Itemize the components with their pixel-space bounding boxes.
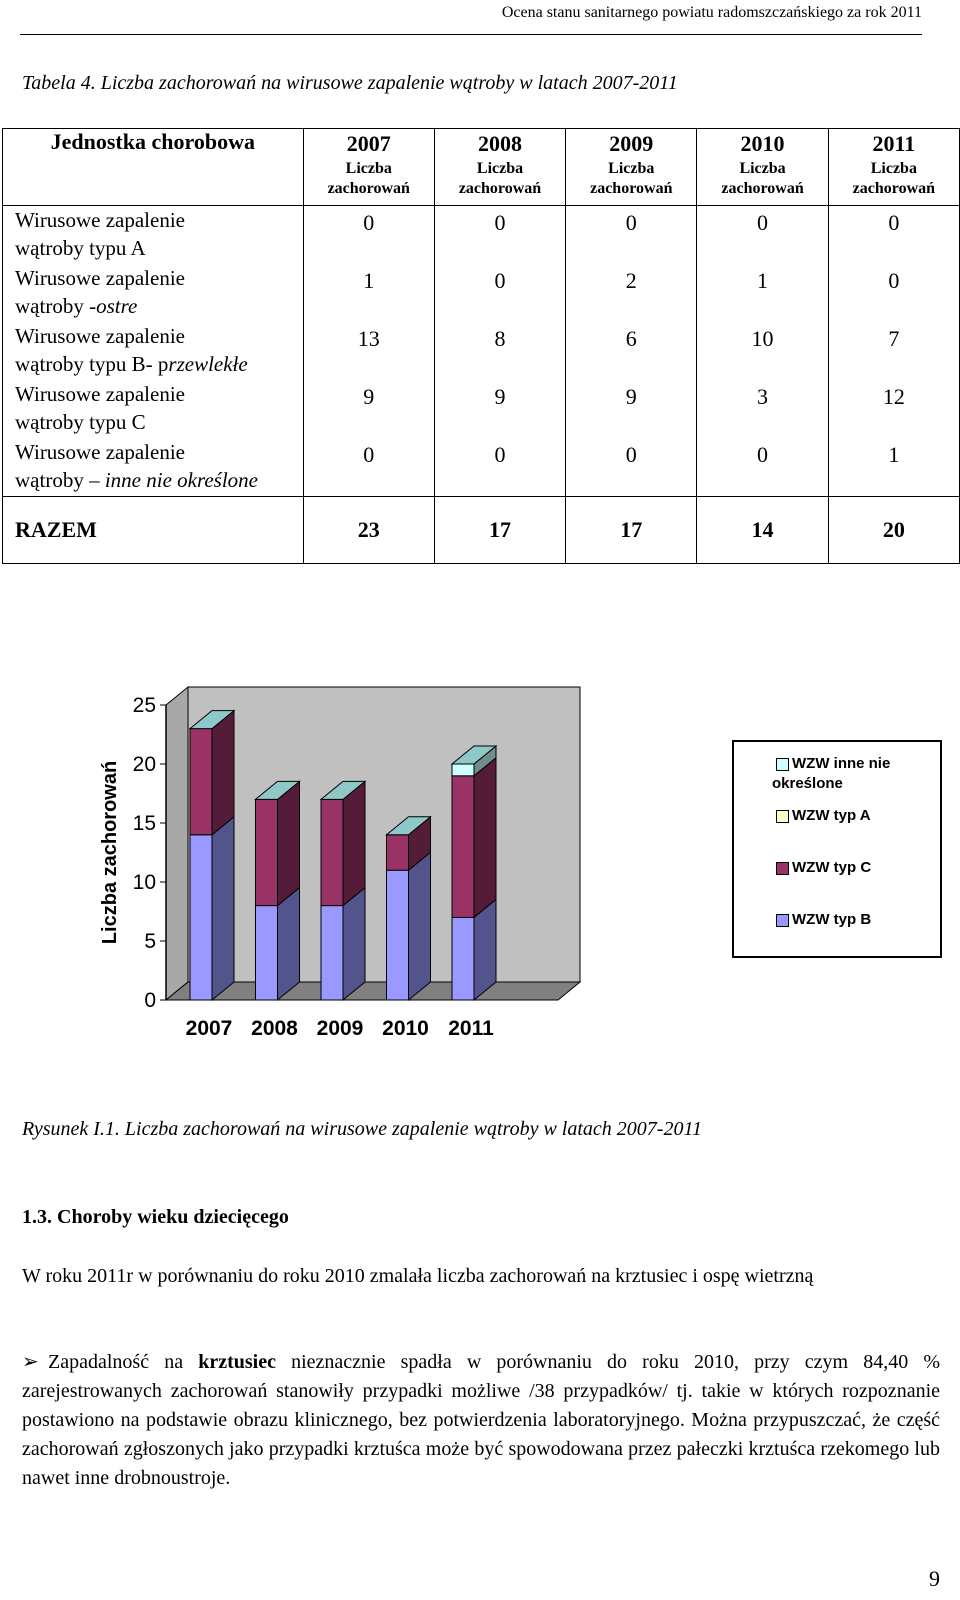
sub-header: Liczba zachorowań xyxy=(697,159,828,206)
disease-name: Wirusowe zapalenie wątroby -ostre xyxy=(3,264,304,322)
bullet-paragraph xyxy=(22,1348,940,1493)
bar-front xyxy=(452,764,474,776)
bar-side xyxy=(278,888,300,1000)
year-header: 2007 xyxy=(303,129,434,160)
disease-name: Wirusowe zapalenie wątroby – inne nie określone xyxy=(3,438,304,497)
running-header xyxy=(20,0,922,35)
figure-caption: Rysunek I.1. Liczba zachorowań na wirusowe zapalenie wątroby w latach 2007-2011 xyxy=(22,1118,702,1140)
bar-side xyxy=(474,758,496,918)
case-count: 7 xyxy=(828,322,959,380)
year-header: 2010 xyxy=(697,129,828,160)
x-tick-label: 2010 xyxy=(382,1017,429,1040)
bar-front xyxy=(452,776,474,918)
case-count: 13 xyxy=(303,322,434,380)
bar-side xyxy=(212,817,234,1000)
case-count: 9 xyxy=(434,380,565,438)
case-count: 0 xyxy=(434,438,565,497)
case-count: 0 xyxy=(697,206,828,265)
total-value: 17 xyxy=(434,497,565,564)
case-count: 3 xyxy=(697,380,828,438)
case-count: 9 xyxy=(303,380,434,438)
case-count: 1 xyxy=(828,438,959,497)
chart-back-wall xyxy=(188,687,580,982)
case-count: 0 xyxy=(828,264,959,322)
case-count: 0 xyxy=(828,206,959,265)
bar-front xyxy=(452,917,474,1000)
table-row xyxy=(3,206,960,265)
y-tick-label: 15 xyxy=(132,812,156,835)
case-count: 6 xyxy=(566,322,697,380)
case-count: 0 xyxy=(697,438,828,497)
legend-label: WZW typ A xyxy=(792,807,871,824)
y-tick-label: 10 xyxy=(132,871,156,894)
legend-swatch xyxy=(776,862,789,875)
y-tick-label: 20 xyxy=(132,753,156,776)
case-count: 1 xyxy=(303,264,434,322)
bullet-text-pre: Zapadalność na xyxy=(48,1351,199,1373)
x-tick-label: 2011 xyxy=(448,1017,494,1040)
y-tick-label: 5 xyxy=(144,930,156,953)
table-row xyxy=(3,438,960,497)
case-count: 0 xyxy=(303,438,434,497)
bar-front xyxy=(256,906,278,1000)
x-tick-label: 2009 xyxy=(316,1017,364,1040)
bar-side xyxy=(343,888,365,1000)
legend-swatch xyxy=(776,758,789,771)
year-header: 2008 xyxy=(434,129,565,160)
sub-header: Liczba zachorowań xyxy=(434,159,565,206)
total-label: RAZEM xyxy=(3,497,304,564)
column-header-unit: Jednostka chorobowa xyxy=(3,129,304,206)
bar-side xyxy=(278,781,300,905)
bar-front xyxy=(256,799,278,905)
case-count: 0 xyxy=(434,264,565,322)
table-row xyxy=(3,380,960,438)
bar-front xyxy=(387,870,409,1000)
legend-swatch xyxy=(776,810,789,823)
sub-header: Liczba zachorowań xyxy=(828,159,959,206)
y-axis-title: Liczba zachorowań xyxy=(99,760,121,945)
case-count: 12 xyxy=(828,380,959,438)
total-value: 14 xyxy=(697,497,828,564)
total-value: 20 xyxy=(828,497,959,564)
section-title: 1.3. Choroby wieku dziecięcego xyxy=(22,1206,289,1228)
case-count: 2 xyxy=(566,264,697,322)
case-count: 1 xyxy=(697,264,828,322)
total-value: 23 xyxy=(303,497,434,564)
page-number: 9 xyxy=(929,1566,940,1591)
legend-label: określone xyxy=(772,775,843,792)
bar-front xyxy=(387,835,409,870)
x-tick-label: 2007 xyxy=(185,1017,233,1040)
case-count: 9 xyxy=(566,380,697,438)
bar-front xyxy=(321,799,343,905)
bar-side xyxy=(212,711,234,835)
x-tick-label: 2008 xyxy=(251,1017,298,1040)
bar-front xyxy=(190,835,212,1000)
case-count: 10 xyxy=(697,322,828,380)
bar-side xyxy=(343,781,365,905)
year-header: 2011 xyxy=(828,129,959,160)
case-count: 0 xyxy=(303,206,434,265)
running-title: Ocena stanu sanitarnego powiatu radomszczańskiego za rok 2011 xyxy=(501,4,922,21)
legend-label: WZW typ C xyxy=(792,859,872,876)
section-paragraph: W roku 2011r w porównaniu do roku 2010 zmalała liczba zachorowań na krztusiec i ospę wietrzną xyxy=(22,1265,814,1287)
total-row xyxy=(3,497,960,564)
sub-header: Liczba zachorowań xyxy=(303,159,434,206)
sub-header: Liczba zachorowań xyxy=(566,159,697,206)
legend-label: WZW typ B xyxy=(792,911,872,928)
case-count: 0 xyxy=(566,438,697,497)
case-count: 0 xyxy=(566,206,697,265)
year-header: 2009 xyxy=(566,129,697,160)
legend-swatch xyxy=(776,914,789,927)
bar-side xyxy=(409,852,431,1000)
bar-front xyxy=(190,729,212,835)
table-caption: Tabela 4. Liczba zachorowań na wirusowe zapalenie wątroby w latach 2007-2011 xyxy=(22,72,678,94)
table-row xyxy=(3,322,960,380)
bullet-text-post: nieznacznie spadła w porównaniu do roku 2010, przy czym 84,40 % zarejestrowanych zachorowań stanowiły przypadki możliwe /38 przypadków/ tj. takie w których rozpoznanie postawiono na podstawie obrazu klinicznego, bez potwierdzenia laboratoryjnego. Można przypuszczać, że część zachorowań zgłoszonych jako przypadki krztuśca może być spowodowana przez pałeczki krztuśca rzekomego lub nawet inne drobnoustroje. xyxy=(22,1351,940,1489)
chart-side-wall xyxy=(166,687,188,1000)
case-count: 0 xyxy=(434,206,565,265)
table-row xyxy=(3,264,960,322)
y-tick-label: 0 xyxy=(144,989,156,1012)
arrow-bullet-icon: ➢ xyxy=(22,1351,39,1373)
bar-front xyxy=(321,906,343,1000)
case-count: 8 xyxy=(434,322,565,380)
y-tick-label: 25 xyxy=(132,694,156,717)
disease-name: Wirusowe zapalenie wątroby typu A xyxy=(3,206,304,265)
bullet-text-bold: krztusiec xyxy=(198,1351,276,1373)
chart-legend xyxy=(732,740,942,958)
hepatitis-table xyxy=(2,128,960,564)
disease-name: Wirusowe zapalenie wątroby typu B- przewlekłe xyxy=(3,322,304,380)
total-value: 17 xyxy=(566,497,697,564)
disease-name: Wirusowe zapalenie wątroby typu C xyxy=(3,380,304,438)
legend-label: WZW inne nie xyxy=(792,755,891,772)
